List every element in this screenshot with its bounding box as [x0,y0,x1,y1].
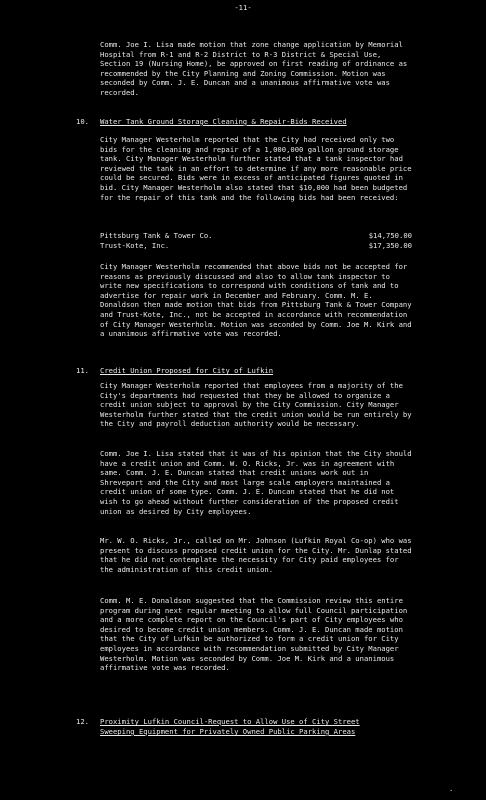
item-12-number: 12. [76,717,89,726]
page-number: -11- [234,3,252,12]
item-10-title: Water Tank Ground Storage Cleaning & Repair-Bids Received [100,117,347,126]
bid-amount: $17,350.00 [368,241,412,250]
item-12-title-line-2: Sweeping Equipment for Privately Owned Public Parking Areas [100,727,356,736]
item-11-paragraph-4: Comm. M. E. Donaldson suggested that the Commission review this entire program during next regular meeting to allow full Council participation and a more complete report on the Council's part of City employees who desired to become credit union members. Comm. J. E. Duncan made motion that the City of Lufkin be authorized to form a credit union for City employees in accordance with recommendation submitted by City Manager Westerholm. Motion was seconded by Comm. Joe M. Kirk and a unanimous affirmative vote was recorded. [100,596,412,673]
item-11-paragraph-1: City Manager Westerholm reported that employees from a majority of the City's departments had requested that they be allowed to organize a credit union subject to approval by the City Commission. City Manager Westerholm further stated that the credit union would be run entirely by the City and payroll deduction authority would be necessary. [100,381,416,429]
item-11-paragraph-3: Mr. W. O. Ricks, Jr., called on Mr. Johnson (Lufkin Royal Co-op) who was present to discuss proposed credit union for the City. Mr. Dunlap stated that he did not contemplate the necessity for City paid employees for the administration of this credit union. [100,536,416,574]
item-10-number: 10. [76,117,89,126]
item-10-paragraph-2: City Manager Westerholm recommended that above bids not be accepted for reasons as previously discussed and also to allow tank inspector to write new specifications to correspond with conditions of tank and to advertise for repair work in December and February. Comm. M. E. Donaldson then made motion that bids from Pittsburg Tank & Tower Company and Trust-Kote, Inc., not be accepted in accordance with recommendation of City Manager Westerholm. Motion was seconded by Comm. Joe M. Kirk and a unanimous affirmative vote was recorded. [100,262,416,339]
item-10-paragraph-1: City Manager Westerholm reported that the City had received only two bids for the cleaning and repair of a 1,000,000 gallon ground storage tank. City Manager Westerholm further stated that a tank inspector had reviewed the tank in an effort to determine if any more reasonable price could be secured. Bids were in excess of anticipated figures quoted in bid. City Manager Westerholm also stated that $10,000 had been budgeted for the repair of this tank and the following bids had been received: [100,135,416,202]
item-11-number: 11. [76,366,89,375]
bid-company: Trust-Kote, Inc. [100,241,170,250]
item-11-title: Credit Union Proposed for City of Lufkin [100,366,274,375]
bid-amount: $14,750.00 [368,231,412,240]
item-12-title-line-1: Proximity Lufkin Council-Request to Allow Use of City Street [100,717,360,726]
bottom-mark: · [449,786,454,795]
item-11-paragraph-2: Comm. Joe I. Lisa stated that it was of his opinion that the City should have a credit union and Comm. W. O. Ricks, Jr. was in agreement with same. Comm. J. E. Duncan stated that credit unions work out in Shreveport and the City and most large scale employers maintained a credit union of some type. Comm. J. E. Duncan stated that he did not wish to go ahead without further consideration of the proposed credit union as desired by City employees. [100,449,416,516]
intro-paragraph: Comm. Joe I. Lisa made motion that zone change application by Memorial Hospital from R-1 and R-2 District to R-3 District & Special Use, Section 19 (Nursing Home), be approved on first reading of ordinance as recommended by the City Planning and Zoning Commission. Motion was seconded by Comm. J. E. Duncan and a unanimous affirmative vote was recorded. [100,40,412,97]
bid-company: Pittsburg Tank & Tower Co. [100,231,213,240]
